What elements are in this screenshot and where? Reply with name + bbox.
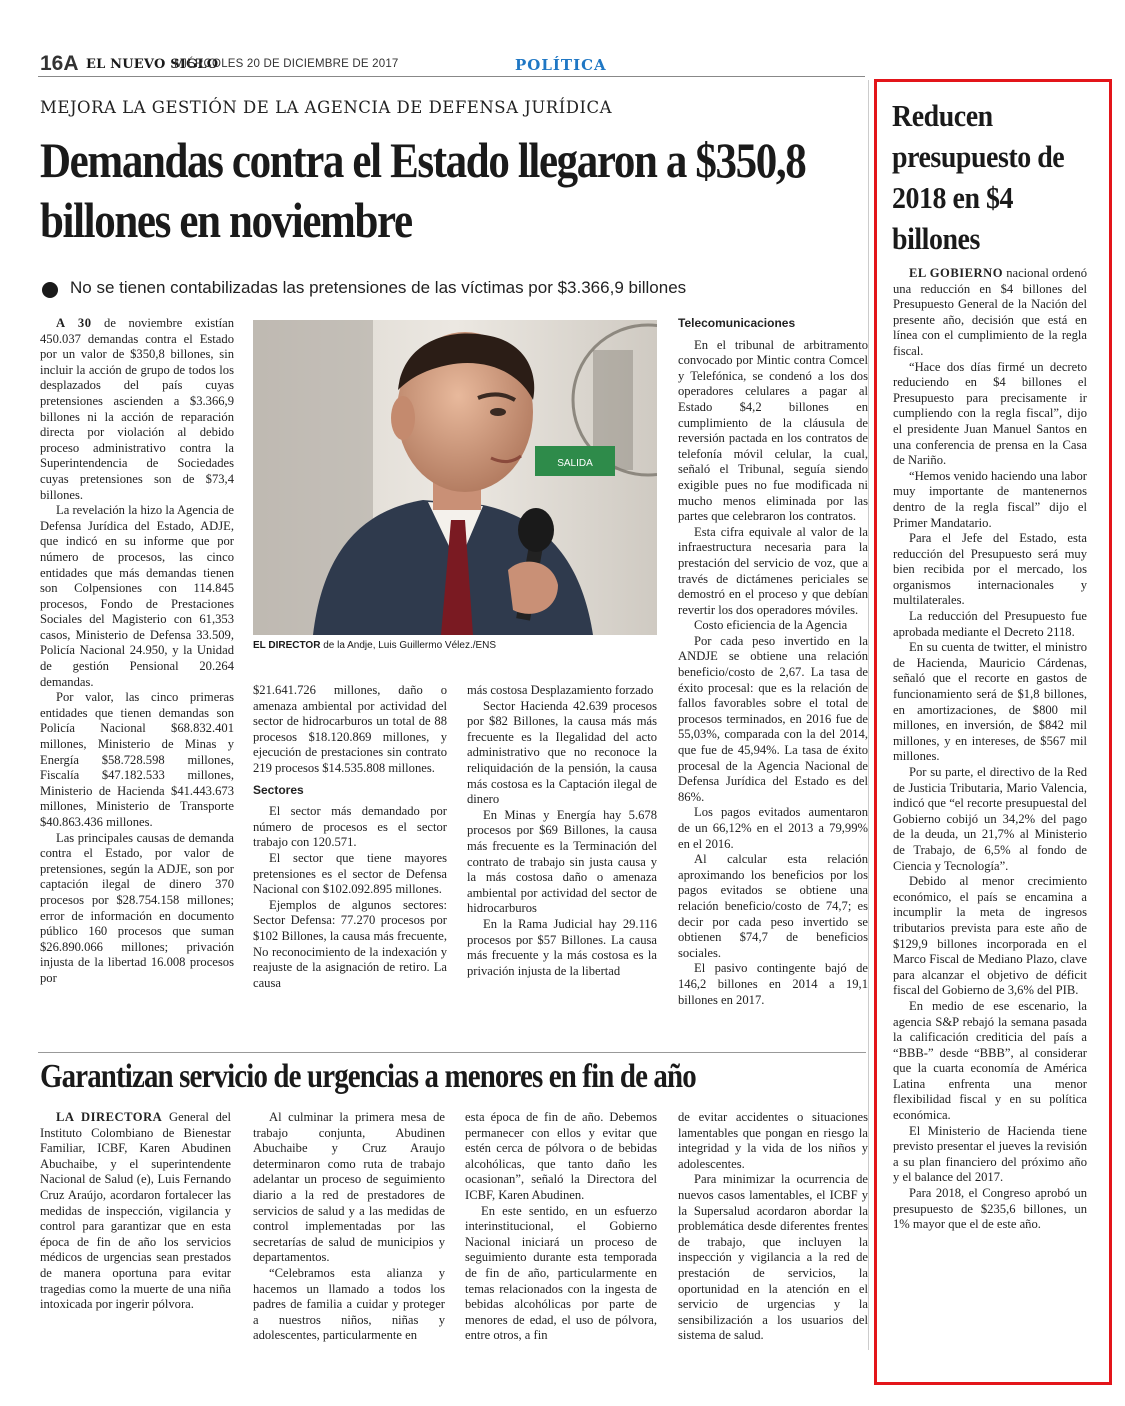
second-column-4 <box>678 1110 868 1344</box>
paragraph-text: nacional ordenó una reducción en $4 billones del Presupuesto General de la Nación del presente año, decisión que está en línea con el cumplimiento de la regla fiscal. <box>893 266 1087 358</box>
paragraph: En Minas y Energía hay 5.678 procesos por $69 Billones, la causa más frecuente es la Terminación del contrato de trabajo sin justa causa y la más costosa daño o amenaza ambiental por actividad del sector de hidrocarburos <box>467 807 657 916</box>
article-divider <box>38 1052 866 1053</box>
paragraph: Al calcular esta relación aproximando los beneficios por los pagos evitados se obtiene una relación beneficio/costo de 74,7; es decir por cada peso invertido se obtienen $74,7 de beneficios sociales. <box>678 852 868 960</box>
main-column-4 <box>678 316 868 1008</box>
paragraph: Los pagos evitados aumentaron de un 66,12% en el 2013 a 79,99% en el 2016. <box>678 805 868 851</box>
paragraph: En la Rama Judicial hay 29.116 procesos por $57 Billones. La causa más frecuente y la más costosa es la privación injusta de la libertad <box>467 916 657 978</box>
lead-in: A 30 <box>56 316 92 330</box>
second-column-3 <box>465 1110 657 1344</box>
paragraph: Por valor, las cinco primeras entidades que tienen demandas son Policía Nacional $68.832.401 millones, Ministerio de Minas y Energía $58.728.598 millones, Fiscalía $47.182.533 millones, Ministerio de Hacienda $41.443.673 millones, Ministerio de Transporte $40.863.436 millones. <box>40 690 234 829</box>
paragraph: “Celebramos esta alianza y hacemos un llamado a todos los padres de familia a cuidar y proteger a nuestros niños, niñas y adolescentes, particularmente en <box>253 1265 445 1343</box>
paragraph: El Ministerio de Hacienda tiene previsto presentar el jueves la revisión a su plan financiero del próximo año y el balance del 2017. <box>893 1123 1087 1185</box>
paragraph: Para minimizar la ocurrencia de nuevos casos lamentables, el ICBF y la Supersalud acordaron abordar la problemática desde diferentes frentes de trabajo, que incluyen la inspección y vigilancia a la red de prestación de servicios, la oportunidad en la atención en el servicio de urgencias y la sensibilización a los usuarios del sistema de salud. <box>678 1172 868 1343</box>
article-subheadline: No se tienen contabilizadas las pretensiones de las víctimas por $3.366,9 billones <box>70 278 687 297</box>
paragraph: Por cada peso invertido en la ANDJE se obtiene una relación beneficio/costo de 2,67. La tasa de éxito procesal: que es la relación de fallos favorables sobre el total de procesos terminados, en 2016 fue de 55,03%, comparada con la del 2014, que fue de 45,94%. La tasa de éxito procesal de la Agencia Nacional de Defensa Jurídica del Estado es del 86%. <box>678 633 868 804</box>
second-column-2 <box>253 1110 445 1344</box>
paragraph: Para 2018, el Congreso aprobó un presupuesto de $235,6 billones, un 1% mayor que el de este año. <box>893 1186 1087 1232</box>
main-column-3 <box>467 683 657 979</box>
paragraph: de evitar accidentes o situaciones lamentables que pongan en riesgo la integridad y la vida de los niños y adolescentes. <box>678 1110 868 1171</box>
section-subhead: Telecomunicaciones <box>678 316 796 330</box>
column-divider <box>868 80 869 1350</box>
paragraph: Para el Jefe del Estado, esta reducción del Presupuesto será muy bien recibida por el mercado, los organismos internacionales y multilaterales. <box>893 531 1087 608</box>
paragraph: más costosa Desplazamiento forzado <box>467 683 654 697</box>
paragraph: En este sentido, en un esfuerzo interinstitucional, el Gobierno Nacional iniciará un proceso de seguimiento durante esta temporada de fin de año, particularmente en temas relacionados con la ingesta de bebidas alcohólicas por parte de menores de edad, el uso de pólvora, entre otros, a fin <box>465 1203 657 1343</box>
section-name: POLÍTICA <box>515 56 607 74</box>
article-headline: Demandas contra el Estado llegaron a $350,8 billones en noviembre <box>40 132 806 248</box>
second-article-headline: Garantizan servicio de urgencias a menores en fin de año <box>40 1058 696 1095</box>
paragraph: Sector Hacienda 42.639 procesos por $82 Billones, la causa más más frecuente es la Ilegalidad del acto administrativo que no reconoce la reliquidación de la pensión, la causa más costosa es la Captación ilegal de dinero <box>467 698 657 807</box>
paragraph: Esta cifra equivale al valor de la infraestructura necesaria para la prestación del servicio de voz, que a través de dictámenes periciales se demostró en el proceso y que debían revertir los dos operadores móviles. <box>678 524 868 617</box>
sidebar-headline: Reducen presupuesto de 2018 en $4 billones <box>892 98 1065 256</box>
sidebar-body <box>893 266 1087 1233</box>
paragraph: Al culminar la primera mesa de trabajo conjunta, Abudinen Abuchaibe y Cruz Araujo determinaron como ruta de trabajo adelantar un proceso de seguimiento diario a la red de prestadores de servicios de salud y a las medidas de control implementadas por las secretarías de salud de municipios y departamentos. <box>253 1110 445 1265</box>
caption-text: de la Andje, Luis Guillermo Vélez./ENS <box>320 640 497 651</box>
lead-in: LA DIRECTORA <box>56 1110 163 1124</box>
paragraph <box>893 266 1087 360</box>
photo-caption <box>253 640 657 651</box>
header-rule <box>38 76 865 77</box>
newspaper-name: EL NUEVO SIGLO <box>86 57 219 72</box>
paragraph: Ejemplos de algunos sectores: Sector Defensa: 77.270 procesos por $102 Billones, la causa más frecuente, No reconocimiento de la indexación y reajuste de la asignación de retiro. La causa <box>253 897 447 990</box>
article-photo <box>253 320 657 635</box>
paragraph: “Hace dos días firmé un decreto reduciendo en $4 billones el Presupuesto para precisamente ir cumpliendo con la regla fiscal”, dijo el presidente Juan Manuel Santos en una conferencia de prensa en la Casa de Nariño. <box>893 359 1087 468</box>
second-column-1 <box>40 1110 231 1313</box>
article-kicker: MEJORA LA GESTIÓN DE LA AGENCIA DE DEFENSA JURÍDICA <box>40 98 612 117</box>
lead-in: EL GOBIERNO <box>909 266 1004 280</box>
paragraph: “Hemos venido haciendo una labor muy importante de mantenernos dentro de la regla fiscal” dijo el Primer Mandatario. <box>893 468 1087 530</box>
main-column-1 <box>40 316 234 987</box>
paragraph: La revelación la hizo la Agencia de Defensa Jurídica del Estado, ADJE, que indicó en su informe que por número de procesos, las cinco entidades que más demandas tienen son Colpensiones con 114.845 procesos, Fondo de Prestaciones Sociales del Magisterio con 61,353 casos, Ministerio de Defensa 33.509, Policía Nacional 24.950, y la Unidad de gestión Pensional 20.264 demandas. <box>40 503 234 689</box>
section-subhead: Costo eficiencia de la Agencia <box>694 618 848 633</box>
main-column-2 <box>253 683 447 991</box>
paragraph: Por su parte, el directivo de la Red de Justicia Tributaria, Mario Valencia, indicó que “el recorte presupuestal del Gobierno cobijó un 34,2% del pago de la deuda, un 21,7% al Ministerio de Trabajo, de 6,5% al fondo de Ciencia y Tecnología”. <box>893 765 1087 873</box>
publication-date: MIÉRCOLES 20 DE DICIEMBRE DE 2017 <box>174 58 399 70</box>
section-subhead: Sectores <box>253 782 304 797</box>
paragraph: El sector que tiene mayores pretensiones es el sector de Defensa Nacional con $102.092.895 millones. <box>253 850 447 897</box>
paragraph: En su cuenta de twitter, el ministro de Hacienda, Mauricio Cárdenas, señaló que el recorte en gastos de funcionamiento será de $1,8 billones, en amortizaciones, de $800 mil millones, en inversión, de $842 mil millones, y en intereses, de $567 mil millones. <box>893 640 1087 764</box>
page-number: 16A <box>40 52 79 75</box>
paragraph: La reducción del Presupuesto fue aprobada mediante el Decreto 2118. <box>893 609 1087 639</box>
photo-illustration <box>253 320 657 635</box>
exit-sign-text: SALIDA <box>557 458 593 469</box>
paragraph <box>40 1110 231 1313</box>
paragraph: Debido al menor crecimiento económico, el país se encamina a incumplir la meta de ingresos tributarios prevista para este año de $129,9 billones incorporada en el Marco Fiscal de Mediano Plazo, clave para alcanzar el objetivo de déficit fiscal del Gobierno de 3,6% del PIB. <box>893 874 1087 998</box>
paragraph: El pasivo contingente bajó de 146,2 billones en 2014 a 19,1 billones en 2017. <box>678 961 868 1007</box>
paragraph: $21.641.726 millones, daño o amenaza ambiental por actividad del sector de hidrocarburos un total de 88 procesos $18.120.869 millones, y ejecución de prestaciones sin contrato 219 procesos $14.535.808 millones. <box>253 683 447 775</box>
paragraph-text: de noviembre existían 450.037 demandas contra el Estado por un valor de $350,8 billones, sin incluir la acción de grupo de todos los desplazados del país cuyas pretensiones ascienden a $3.366,9 billones ni la acción de reparación directa por violación al debido proceso administrativo contra la Superintendencia de Sociedades cuyas pretensiones son de $73,4 billones. <box>40 316 234 502</box>
paragraph: El sector más demandado por número de procesos es el sector trabajo con 120.571. <box>253 804 447 850</box>
paragraph: Las principales causas de demanda contra el Estado, por valor de pretensiones, según la ADJE, son por captación ilegal de dinero 370 procesos por $28.754.158 millones; error de información en documento público 160 procesos que suman $26.890.066 millones; privación injusta de la libertad 16.008 procesos por <box>40 830 234 985</box>
paragraph: En medio de ese escenario, la agencia S&P rebajó la semana pasada la calificación crediticia del país a “BBB-” desde “BBB”, al considerar que la cuarta economía de América Latina enfrenta una menor flexibilidad fiscal y en su política económica. <box>893 998 1087 1123</box>
paragraph: esta época de fin de año. Debemos permanecer con ellos y evitar que estén cerca de pólvora o de bebidas alcohólicas, que tanto daño les ocasionan”, señaló la Directora del ICBF, Karen Abudinen. <box>465 1110 657 1202</box>
paragraph: En el tribunal de arbitramento convocado por Mintic contra Comcel y Telefónica, se condenó a los dos operadores celulares a pagar al Estado $4,2 billones en cumplimiento de la cláusula de reversión pactada en los contratos de telefonía móvil celular, la cual, señaló el Tribunal, seguía siendo exigible pues no fue modificada ni mucho menos eliminada por las partes que celebraron los contratos. <box>678 337 868 524</box>
caption-lead: EL DIRECTOR <box>253 640 321 651</box>
paragraph-text: General del Instituto Colombiano de Bienestar Familiar, ICBF, Karen Abudinen Abuchaibe, y el superintendente Nacional de Salud (e), Luis Fernando Cruz Araújo, acordaron fortalecer las medidas de inspección, vigilancia y control para garantizar que en esta época de fin de año los servicios médicos de urgencias sean prestados de manera oportuna para evitar tragedias como la muerte de una niña intoxicada por ingerir pólvora. <box>40 1110 231 1312</box>
bullet-icon <box>42 282 58 298</box>
paragraph <box>40 316 234 503</box>
